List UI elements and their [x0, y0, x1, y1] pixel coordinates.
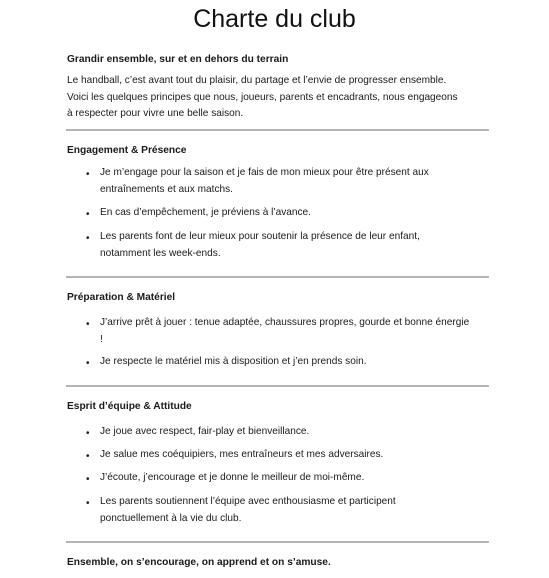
- list-item-line: entraînements et aux matchs.: [100, 183, 233, 195]
- list-item-line: En cas d’empêchement, je préviens à l’avance.: [100, 207, 311, 218]
- list-item-line: J’arrive prêt à jouer : tenue adaptée, chaussures propres, gourde et bonne énergie: [100, 317, 470, 328]
- bullet: •: [86, 498, 90, 509]
- list-item-line: Les parents soutiennent l’équipe avec enthousiasme et participent: [100, 496, 396, 507]
- intro-heading: Grandir ensemble, sur et en dehors du terrain: [67, 54, 289, 65]
- list-item: [100, 165, 495, 198]
- bullet: •: [86, 428, 90, 439]
- list-item-line: !: [100, 333, 103, 345]
- list-item-line: Les parents font de leur mieux pour soutenir la présence de leur enfant,: [100, 231, 420, 242]
- list-item: [100, 315, 495, 348]
- list-item: [100, 205, 495, 222]
- section-divider: [66, 276, 489, 278]
- bullet: •: [86, 358, 90, 369]
- section-heading-esprit: Esprit d’équipe & Attitude: [67, 401, 192, 412]
- list-item-line: J’écoute, j’encourage et je donne le meilleur de moi-même.: [100, 472, 365, 483]
- section-divider: [66, 541, 489, 543]
- list-item-line: notamment les week-ends.: [100, 247, 221, 259]
- list-item: [100, 354, 495, 371]
- closing-statement: Ensemble, on s’encourage, on apprend et on s’amuse.: [67, 557, 331, 568]
- list-item: [100, 229, 495, 262]
- list-item: [100, 424, 495, 441]
- list-item-line: Je salue mes coéquipiers, mes entraîneurs et mes adversaires.: [100, 449, 384, 460]
- intro-line-1: Le handball, c’est avant tout du plaisir, du partage et l’envie de progresser ensemble.: [67, 75, 447, 86]
- list-item-line: Je joue avec respect, fair-play et bienveillance.: [100, 426, 310, 437]
- section-divider: [66, 385, 489, 387]
- bullet: •: [86, 319, 90, 330]
- list-item: [100, 447, 495, 464]
- section-heading-engagement: Engagement & Présence: [67, 145, 187, 156]
- intro-line-3: à respecter pour vivre une belle saison.: [67, 108, 244, 119]
- section-heading-preparation: Préparation & Matériel: [67, 292, 176, 303]
- list-item: [100, 470, 495, 487]
- list-item-line: ponctuellement à la vie du club.: [100, 512, 242, 524]
- list-item: [100, 494, 495, 527]
- intro-line-2: Voici les quelques principes que nous, joueurs, parents et encadrants, nous engageons: [67, 92, 458, 103]
- list-item-line: Je m’engage pour la saison et je fais de mon mieux pour être présent aux: [100, 167, 429, 178]
- page-title: Charte du club: [193, 5, 356, 33]
- bullet: •: [86, 474, 90, 485]
- section-divider: [66, 129, 489, 131]
- bullet: •: [86, 169, 90, 180]
- bullet: •: [86, 209, 90, 220]
- bullet: •: [86, 451, 90, 462]
- bullet: •: [86, 233, 90, 244]
- list-item-line: Je respecte le matériel mis à disposition et j’en prends soin.: [100, 356, 367, 367]
